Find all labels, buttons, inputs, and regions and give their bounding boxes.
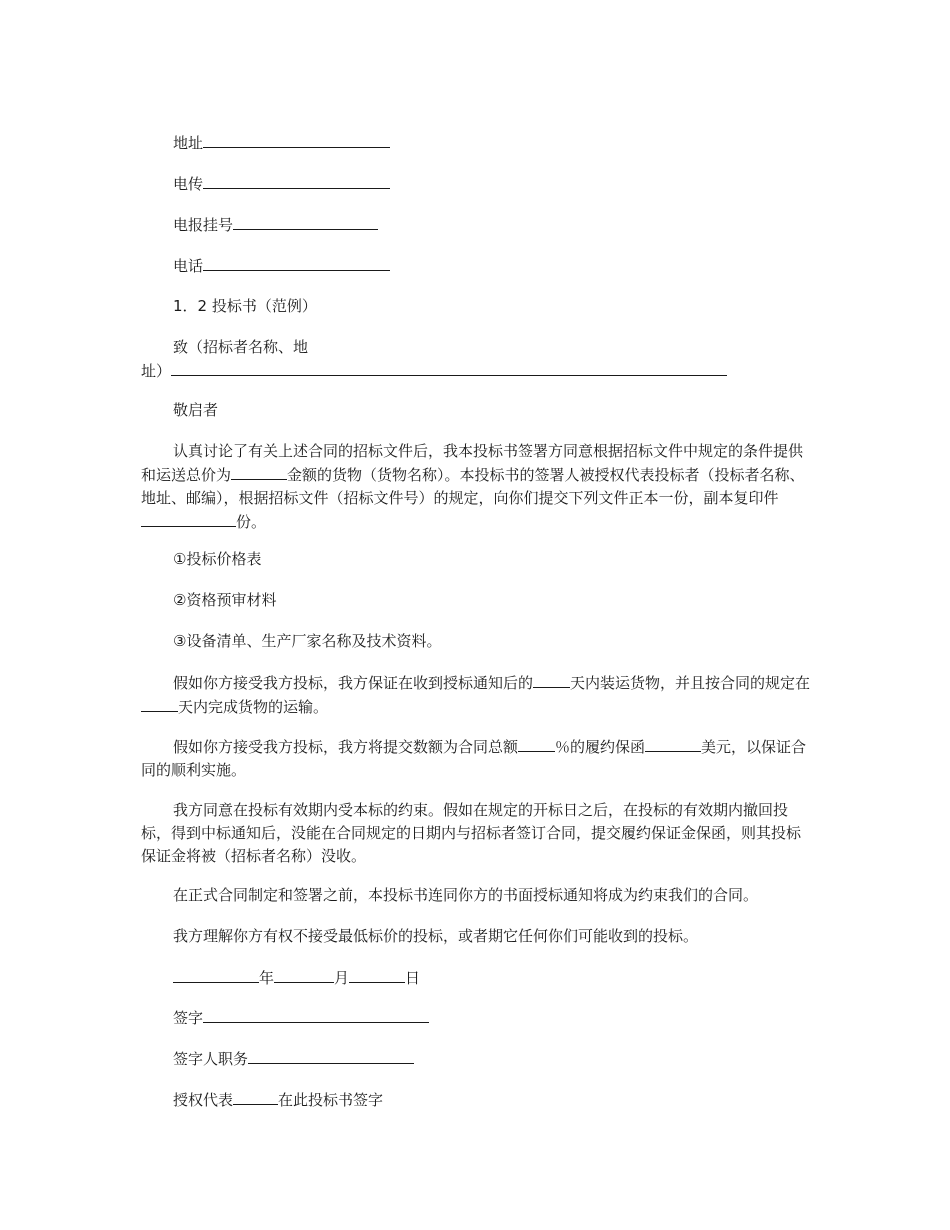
recipient-blank[interactable]: [171, 359, 727, 376]
transport-days-blank[interactable]: [141, 695, 178, 712]
to-label-line2: [141, 359, 811, 383]
list-item-1: ①投标价格表: [173, 550, 262, 568]
month-label: 月: [334, 969, 350, 987]
year-blank[interactable]: [173, 966, 259, 983]
paragraph-intro-b: 金额的货物（货物名称）。本投标书的签署人被授权代表投标者（投标者名称、地址、邮编），根据招标文件（招标文件号）的规定，向你们提交下列文件正本一份，副本复印件: [141, 466, 805, 507]
representative-label: 授权代表: [173, 1091, 234, 1109]
fax-blank[interactable]: [203, 172, 390, 189]
address-blank[interactable]: [203, 131, 390, 148]
fax-label: 电传: [173, 175, 204, 193]
paragraph-binding: 我方同意在投标有效期内受本标的约束。假如在规定的开标日之后，在投标的有效期内撤回投标，得到中标通知后，没能在合同规定的日期内与招标者签订合同，提交履约保证金保函，则其投标保证金将被（招标者名称）没收。: [141, 801, 802, 865]
paragraph-guarantee-c: 美元，以保证合同的顺利实施。: [141, 738, 807, 779]
month-blank[interactable]: [274, 966, 334, 983]
signature-line: [141, 1006, 811, 1030]
phone-label: 电话: [173, 257, 204, 275]
paragraph-delivery-a: 假如你方接受我方投标，我方保证在收到授标通知后的: [173, 674, 534, 692]
paragraph-delivery-c: 天内完成货物的运输。: [178, 698, 329, 716]
total-price-blank[interactable]: [231, 463, 287, 480]
paragraph-delivery-b: 天内装运货物，并且按合同的规定在: [570, 674, 811, 692]
list-item-3: ③设备清单、生产厂家名称及技术资料。: [173, 632, 442, 650]
date-line: [141, 966, 811, 990]
phone-blank[interactable]: [203, 254, 390, 271]
day-blank[interactable]: [349, 966, 405, 983]
paragraph-intro-a: 认真讨论了有关上述合同的招标文件后，我本投标书签署方同意根据招标文件中规定的条件提供和运送总价为: [141, 442, 804, 484]
telegraph-label: 电报挂号: [173, 216, 234, 234]
representative-suffix: 在此投标书签字: [278, 1091, 384, 1109]
signature-blank[interactable]: [203, 1006, 429, 1023]
year-label: 年: [259, 969, 275, 987]
salutation: 敬启者: [173, 401, 219, 419]
to-label-line1: 致（招标者名称、地: [173, 338, 309, 356]
section-title: 1．2 投标书（范例）: [173, 297, 317, 315]
signer-title-line: [141, 1047, 811, 1071]
telegraph-blank[interactable]: [233, 213, 378, 230]
paragraph-guarantee: [141, 735, 811, 782]
paragraph-delivery: [141, 671, 811, 719]
list-item-2: ②资格预审材料: [173, 591, 277, 609]
signer-title-blank[interactable]: [248, 1047, 414, 1064]
to-label-text: 址）: [141, 362, 172, 380]
address-label: 地址: [173, 134, 204, 152]
address-line: [141, 131, 811, 155]
phone-line: [141, 254, 811, 278]
paragraph-guarantee-a: 假如你方接受我方投标，我方将提交数额为合同总额: [173, 738, 519, 756]
paragraph-intro: [141, 440, 811, 534]
signer-title-label: 签字人职务: [173, 1050, 249, 1068]
representative-blank[interactable]: [233, 1088, 278, 1105]
usd-amount-blank[interactable]: [645, 735, 701, 752]
paragraph-intro-c: 份。: [236, 513, 267, 531]
day-label: 日: [405, 969, 421, 987]
telegraph-line: [141, 213, 811, 237]
fax-line: [141, 172, 811, 196]
signature-label: 签字: [173, 1009, 204, 1027]
paragraph-contract: 在正式合同制定和签署之前，本投标书连同你方的书面授标通知将成为约束我们的合同。: [173, 886, 759, 904]
paragraph-guarantee-b: ％的履约保函: [555, 738, 646, 756]
copies-blank[interactable]: [141, 510, 236, 527]
representative-line: [141, 1088, 811, 1112]
shipping-days-blank[interactable]: [533, 671, 570, 688]
percent-blank[interactable]: [518, 735, 555, 752]
paragraph-rights: 我方理解你方有权不接受最低标价的投标，或者期它任何你们可能收到的投标。: [173, 927, 699, 945]
